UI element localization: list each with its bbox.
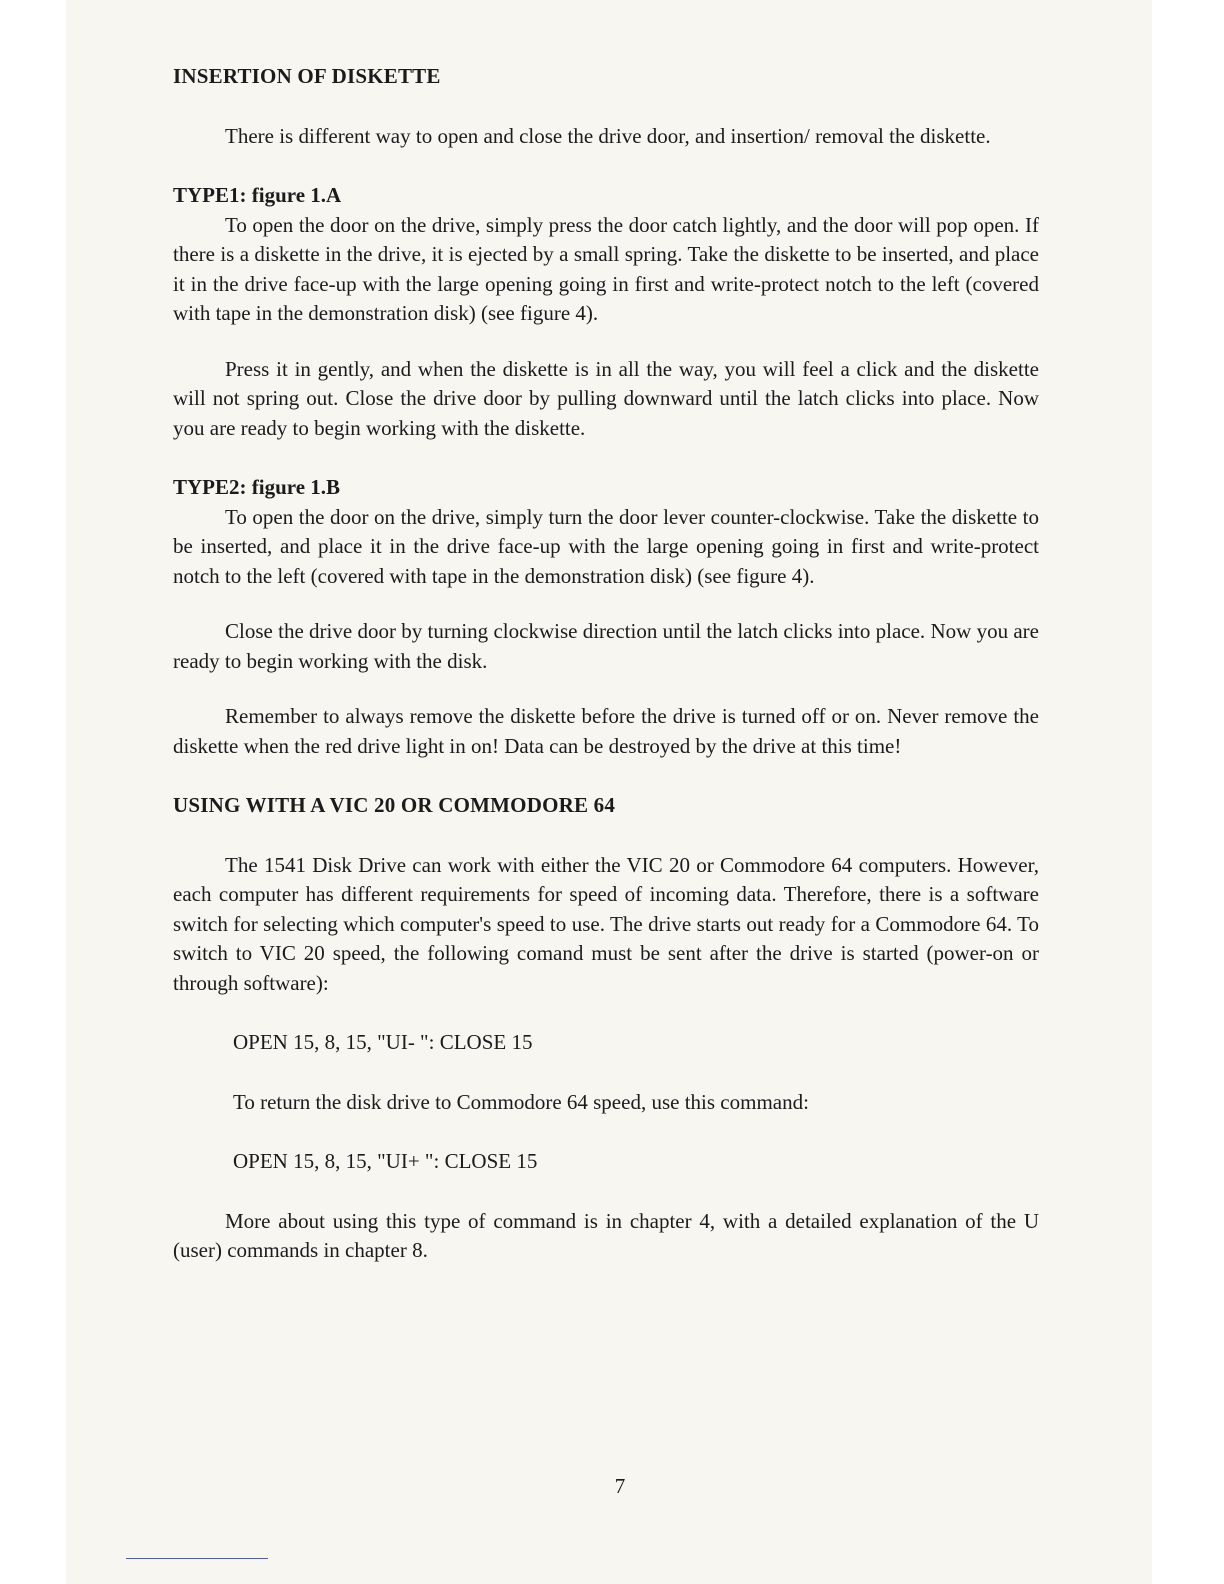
page-content — [173, 62, 1039, 1266]
intro-paragraph: There is different way to open and close the drive door, and insertion/ removal the diskette. — [225, 123, 991, 148]
section-heading-vic: USING WITH A VIC 20 OR COMMODORE 64 — [173, 793, 616, 817]
vic-paragraph-2: To return the disk drive to Commodore 64 speed, use this command: — [233, 1089, 809, 1114]
vic-paragraph-1: The 1541 Disk Drive can work with either the VIC 20 or Commodore 64 computers. However, each computer has different requirements for speed of incoming data. Therefore, there is a software switch for selecting which computer's speed to use. The drive starts out ready for a Commodore 64. To switch to VIC 20 speed, the following comand must be sent after the drive is started (power-on or through software): — [173, 852, 1039, 995]
type2-label: TYPE2: figure 1.B — [173, 475, 341, 499]
warning-paragraph: Remember to always remove the diskette before the drive is turned off or on. Never remove the diskette when the red drive light in on! Data can be destroyed by the drive at this time! — [173, 704, 1039, 758]
footer-rule — [126, 1558, 268, 1559]
type1-paragraph-2: Press it in gently, and when the diskette is in all the way, you will feel a click and the diskette will not spring out. Close the drive door by pulling downward until the latch clicks into place. Now you are ready to begin working with the diskette. — [173, 356, 1039, 440]
type1-paragraph-1: To open the door on the drive, simply press the door catch lightly, and the door will pop open. If there is a diskette in the drive, it is ejected by a small spring. Take the diskette to be inserted, and place it in the drive face-up with the large opening going in first and write-protect notch to the left (covered with tape in the demonstration disk) (see figure 4). — [173, 212, 1039, 325]
code-vic20-command: OPEN 15, 8, 15, "UI- ": CLOSE 15 — [233, 1030, 533, 1054]
code-c64-command: OPEN 15, 8, 15, "UI+ ": CLOSE 15 — [233, 1149, 538, 1173]
type2-paragraph-2: Close the drive door by turning clockwise direction until the latch clicks into place. Now you are ready to begin working with the disk. — [173, 619, 1039, 673]
vic-paragraph-3: More about using this type of command is in chapter 4, with a detailed explanation of the U (user) commands in chapter 8. — [173, 1208, 1039, 1262]
type1-label: TYPE1: figure 1.A — [173, 183, 342, 207]
section-heading-insertion: INSERTION OF DISKETTE — [173, 64, 441, 88]
page-number: 7 — [614, 1474, 626, 1498]
type2-paragraph-1: To open the door on the drive, simply turn the door lever counter-clockwise. Take the diskette to be inserted, and place it in the drive face-up with the large opening going in first and write-protect notch to the left (covered with tape in the demonstration disk) (see figure 4). — [173, 504, 1039, 588]
